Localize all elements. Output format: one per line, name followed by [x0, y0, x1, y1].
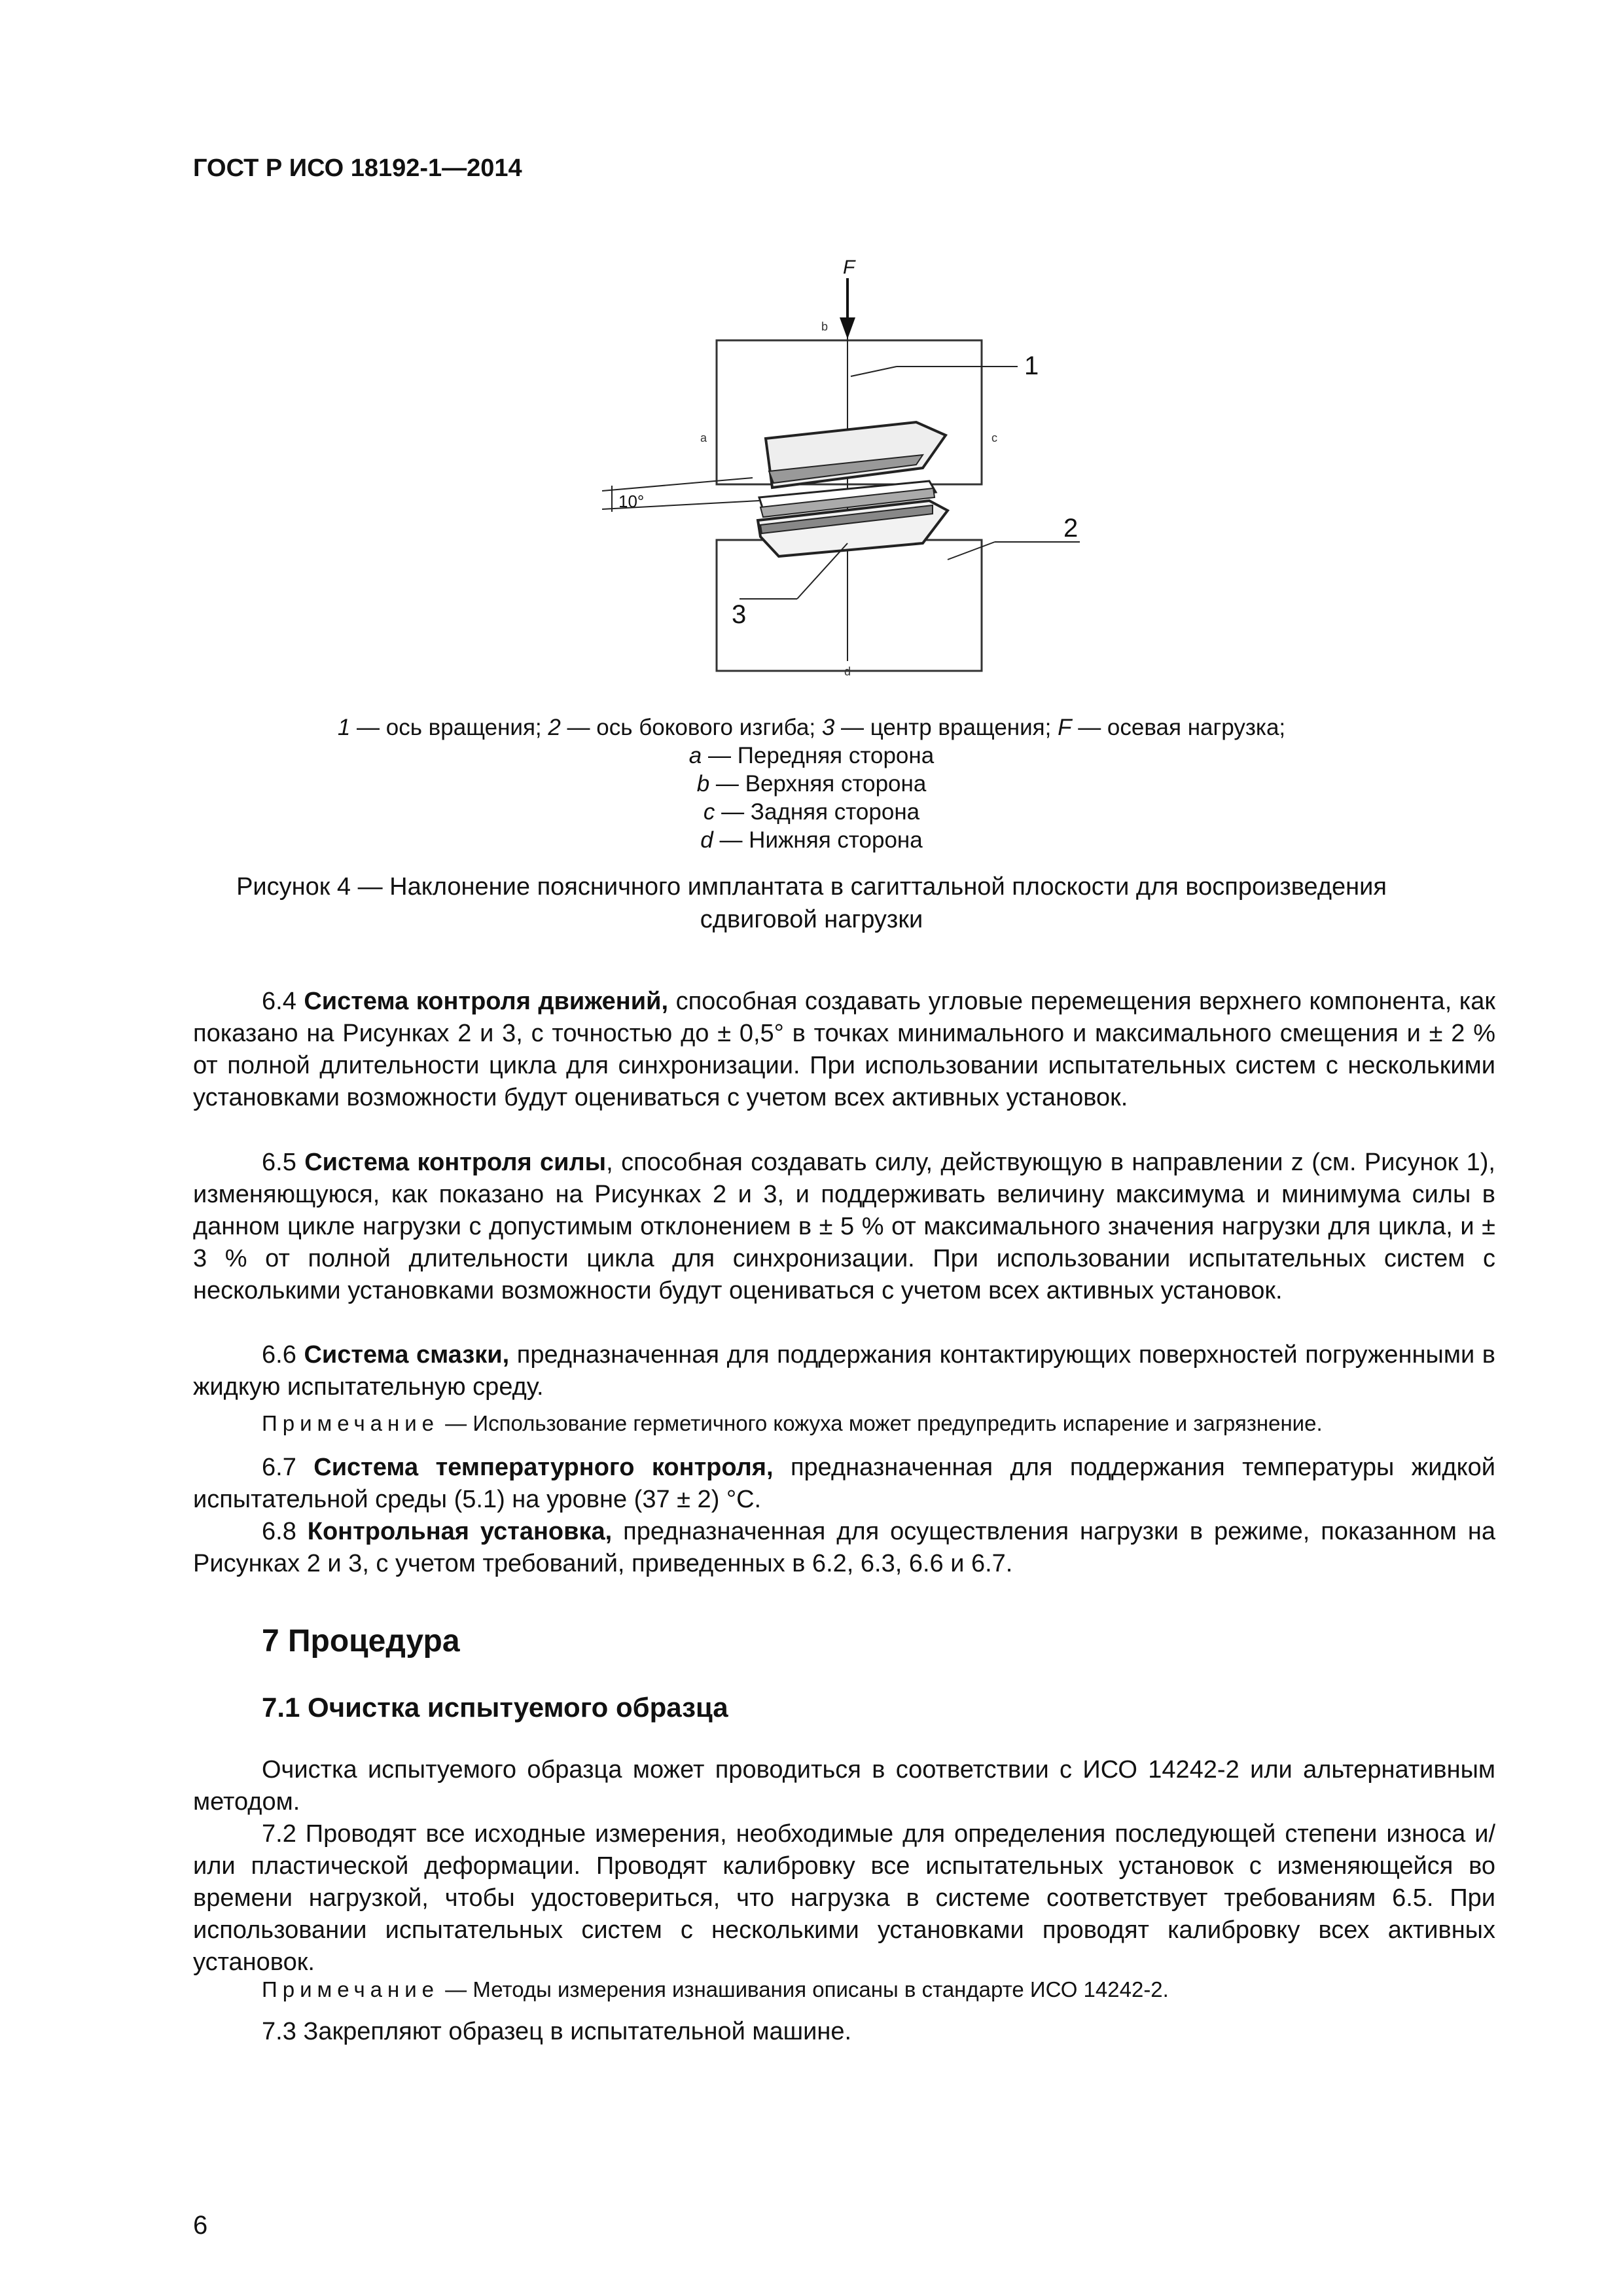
paragraph-7-3: 7.3 Закрепляют образец в испытательной машине.	[262, 2018, 852, 2045]
callout-1: 1	[1024, 351, 1039, 380]
paragraph-6-6: 6.6 Система смазки, предназначенная для поддержания контактирующих поверхностей погруженными в жидкую испытательную среду.	[193, 1341, 1495, 1401]
paragraph-7-1: Очистка испытуемого образца может проводиться в соответствии с ИСО 14242-2 или альтернативным методом.	[193, 1756, 1495, 1816]
side-label-a: a	[700, 431, 707, 444]
page-number: 6	[193, 2211, 208, 2240]
lower-fixture	[717, 540, 982, 671]
figure-legend-line-1: 1 — ось вращения; 2 — ось бокового изгиба; 3 — центр вращения; F — осевая нагрузка;	[337, 715, 1286, 740]
figure-lumbar-implant-diagram	[589, 249, 1126, 681]
side-label-d: d	[844, 665, 851, 678]
callout-3: 3	[732, 600, 747, 629]
note-2: Примечание — Методы измерения изнашивания описаны в стандарте ИСО 14242-2.	[262, 1977, 1169, 2001]
section-7-heading: 7 Процедура	[262, 1624, 460, 1659]
section-7-1-heading: 7.1 Очистка испытуемого образца	[262, 1692, 728, 1723]
paragraph-6-7: 6.7 Система температурного контроля, предназначенная для поддержания температуры жидкой испытательной среды (5.1) на уровне (37 ± 2) °С.	[193, 1454, 1495, 1513]
side-label-b: b	[821, 320, 829, 333]
figure-legend-d: d — Нижняя сторона	[700, 827, 923, 853]
figure-legend-c: c — Задняя сторона	[703, 799, 920, 825]
note-1: Примечание — Использование герметичного кожуха может предупредить испарение и загрязнение.	[262, 1411, 1323, 1435]
callout-2: 2	[1063, 514, 1079, 543]
force-label: F	[843, 257, 855, 278]
figure-legend-a: a — Передняя сторона	[688, 743, 935, 768]
paragraph-7-2: 7.2 Проводят все исходные измерения, необходимые для определения последующей степени износа и/или пластической деформации. Проводят калибровку все испытательных установок с изменяющейся во времени нагрузкой, чтобы удостовериться, что нагрузка в системе соответствует требованиям 6.5. При использовании испытательных систем с несколькими установками проводят калибровку всех активных установок.	[193, 1820, 1495, 1976]
figure-legend-b: b — Верхняя сторона	[696, 771, 927, 797]
side-label-c: c	[991, 431, 997, 444]
paragraph-6-8: 6.8 Контрольная установка, предназначенная для осуществления нагрузки в режиме, показанном на Рисунках 2 и 3, с учетом требований, приведенных в 6.2, 6.3, 6.6 и 6.7.	[193, 1518, 1495, 1577]
force-arrowhead	[840, 317, 855, 339]
paragraph-6-5: 6.5 Система контроля силы, способная создавать силу, действующую в направлении z (см. Рисунок 1), изменяющуюся, как показано на Рисунках 2 и 3, и поддерживать величину максимума и минимума силы в данном цикле нагрузки с допустимым отклонением в ± 5 % от максимального значения нагрузки для цикла, и ± 3 % от полной длительности цикла для синхронизации. При использовании испытательных систем с несколькими установками возможности будут оцениваться с учетом всех активных установок.	[193, 1149, 1495, 1304]
document-header: ГОСТ Р ИСО 18192-1—2014	[193, 154, 522, 182]
paragraph-6-4: 6.4 Система контроля движений, способная создавать угловые перемещения верхнего компонента, как показано на Рисунках 2 и 3, с точностью до ± 0,5° в точках минимального и максимального смещения и ± 2 % от полной длительности цикла для синхронизации. При использовании испытательных систем с несколькими установками возможности будут оцениваться с учетом всех активных установок.	[193, 988, 1495, 1111]
angle-label: 10°	[618, 492, 645, 511]
figure-caption: Рисунок 4 — Наклонение поясничного имплантата в сагиттальной плоскости для воспроизведения сдвиговой нагрузки	[236, 873, 1387, 933]
